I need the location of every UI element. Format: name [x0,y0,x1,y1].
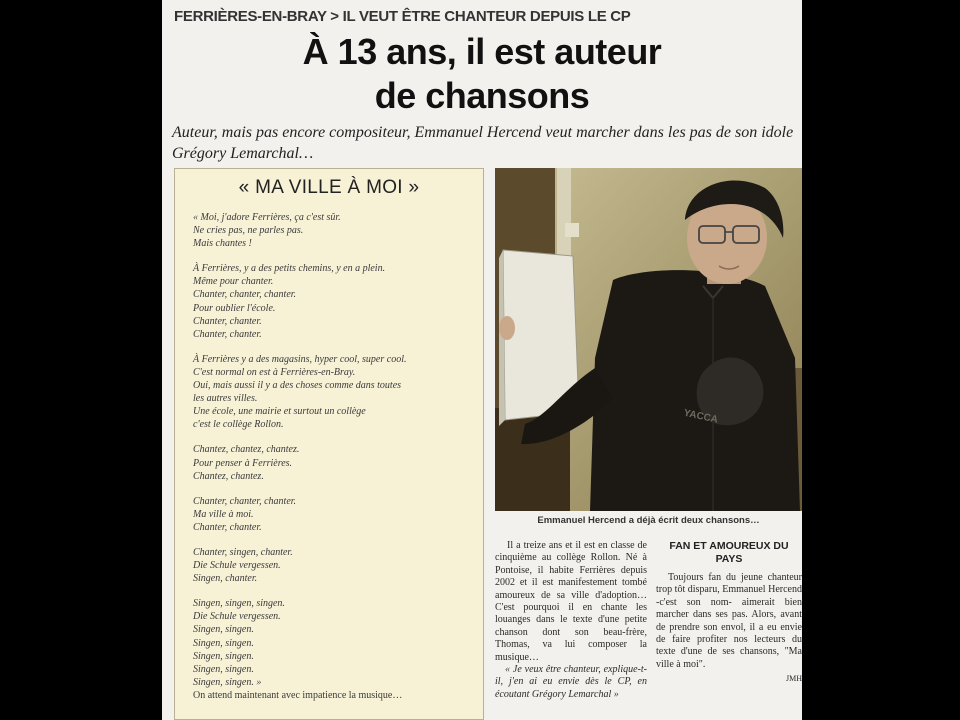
poem-stanza [193,597,483,689]
headline-line-1: À 13 ans, il est auteur [302,31,662,72]
shirt-print-text: YACCA [682,407,719,426]
poem-stanza [193,353,483,432]
poem-line: Oui, mais aussi il y a des choses comme dans toutes [193,380,402,392]
poem-stanza [193,211,483,250]
poem-stanza [193,546,483,585]
poem-line: c'est le collège Rollon. [193,419,284,431]
poem-line: C'est normal on est à Ferrières-en-Bray. [193,366,356,378]
article-column-2 [656,540,802,686]
article-paragraph: Il a treize ans et il est en classe de cinquième au collège Rollon. Né à Pontoise, il habite Ferrières depuis 2002 et il est manifestement tombé amoureux de sa ville d'adoption… C'est pourquoi il en chante les louanges dans le texte d'une petite chanson dont son beau-frère, Thomas, va lui composer la musique… [495,540,647,663]
poem-line: Singen, chanter. [193,573,258,585]
poem-line: À Ferrières, y a des petits chemins, y en a plein. [193,263,386,275]
poem-line: Chanter, chanter, chanter. [193,495,297,507]
article-paragraph: Toujours fan du jeune chanteur trop tôt disparu, Emmanuel Hercend -c'est son nom- aimerait bien marcher dans ses pas. Alors, avant de prendre son envol, il a eu envie de faire profiter nos lecteurs du texte d'une de ses chansons, "Ma ville à moi". [656,572,802,670]
poem-line: Singen, singen. [193,650,254,662]
poem-line: les autres villes. [193,393,258,405]
poem-stanza [193,443,483,482]
poem-line: Pour penser à Ferrières. [193,457,293,469]
headline-line-2: de chansons [374,75,590,116]
photo-boy-with-lyrics [495,168,802,511]
article-column-1 [495,540,647,701]
poem-line: Ma ville à moi. [193,508,254,520]
article-kicker: FERRIÈRES-EN-BRAY > IL VEUT ÊTRE CHANTEUR DEPUIS LE CP [174,8,631,25]
poem-text [193,211,483,702]
newspaper-clipping [162,0,802,720]
article-headline [162,30,802,118]
poem-line: Chanter, singen, chanter. [193,546,293,558]
article-quote: « Je veux être chanteur, explique-t-il, j'en ai eu envie dès le CP, en écoutant Grégory Lemarchal » [495,664,647,700]
article-lede: Auteur, mais pas encore compositeur, Emmanuel Hercend veut marcher dans les pas de son idole Grégory Lemarchal… [172,124,794,162]
photo-caption: Emmanuel Hercend a déjà écrit deux chansons… [537,515,760,526]
poem-stanza [193,495,483,534]
poem-line: Même pour chanter. [193,276,274,288]
poem-line: Chanter, chanter, chanter. [193,289,297,301]
poem-title: « MA VILLE À MOI » [238,177,420,198]
poem-line: Singen, singen. [193,663,254,675]
author-signature: JMH [785,674,802,684]
poem-line: Singen, singen. [193,637,254,649]
photo-illustration [495,168,802,511]
poem-stanza [193,262,483,341]
poem-line: Chanter, chanter. [193,328,262,340]
poem-box [174,168,484,720]
poem-line: Pour oublier l'école. [193,302,276,314]
poem-line: Chanter, chanter. [193,521,262,533]
poem-line: Singen, singen, singen. [193,598,285,610]
poem-line: Singen, singen. [193,624,254,636]
poem-line: Mais chantes ! [193,238,252,250]
poem-line: Chantez, chantez. [193,470,264,482]
poem-line: Die Schule vergessen. [193,560,281,572]
poem-line: Une école, une mairie et surtout un collège [193,406,366,418]
poem-line: Chanter, chanter. [193,315,262,327]
poem-line: Die Schule vergessen. [193,611,281,623]
poem-ending: On attend maintenant avec impatience la musique… [193,689,403,701]
poem-line: Chantez, chantez, chantez. [193,444,300,456]
poem-line: À Ferrières y a des magasins, hyper cool, super cool. [193,353,407,365]
column-subheading: FAN ET AMOUREUX DU PAYS [669,540,789,565]
poem-line: Singen, singen. » [193,676,262,688]
poem-line: Ne cries pas, ne parles pas. [193,225,304,237]
poem-line: « Moi, j'adore Ferrières, ça c'est sûr. [193,212,341,223]
